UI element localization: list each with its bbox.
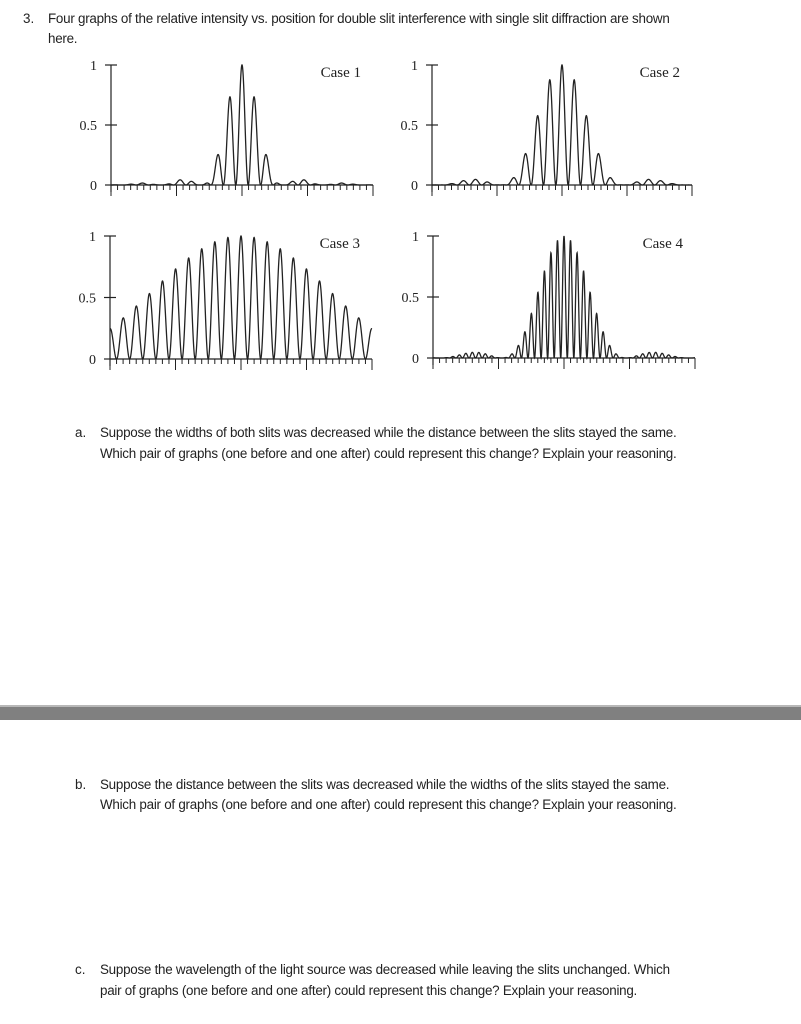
y-tick-label: 0 [90,179,97,194]
y-tick-label: 0.5 [78,291,96,307]
part-b-label: b. [75,777,87,792]
part-c-line-1: Suppose the wavelength of the light source was decreased while leaving the slits unchanged. Which [100,962,670,977]
y-tick-label: 1 [90,59,97,74]
part-c-label: c. [75,962,86,977]
case-label: Case 1 [320,65,361,81]
intensity-curve [433,236,695,358]
part-a-line-1: Suppose the widths of both slits was decreased while the distance between the slits stayed the same. [100,425,677,440]
y-tick-label: 0 [411,179,418,194]
part-c-line-2: pair of graphs (one before and one after) could represent this change? Explain your reasoning. [100,983,638,998]
intensity-curve [432,65,692,185]
y-tick-label: 0 [412,352,419,367]
intensity-curve [110,236,372,359]
y-tick-label: 1 [411,59,418,74]
question-text-line-1: Four graphs of the relative intensity vs. position for double slit interference with single slit diffraction are shown [48,11,670,26]
y-tick-label: 0.5 [79,119,97,134]
y-tick-label: 1 [89,230,96,245]
y-tick-label: 0.5 [401,291,419,306]
part-b-line-1: Suppose the distance between the slits was decreased while the widths of the slits stayed the same. [100,777,670,792]
case-label: Case 2 [639,65,680,81]
section-divider [0,705,801,720]
question-number: 3. [23,11,35,26]
y-tick-label: 0.5 [400,119,418,134]
part-a-label: a. [75,425,87,440]
case-label: Case 4 [642,236,683,252]
intensity-curve [111,65,373,185]
case-label: Case 3 [319,236,360,252]
y-tick-label: 0 [89,353,96,368]
y-tick-label: 1 [412,230,419,245]
part-b-line-2: Which pair of graphs (one before and one after) could represent this change? Explain your reasoning. [100,797,677,812]
part-a-line-2: Which pair of graphs (one before and one after) could represent this change? Explain your reasoning. [100,446,677,461]
graphs-figure [0,0,801,400]
question-text-line-2: here. [48,31,78,46]
